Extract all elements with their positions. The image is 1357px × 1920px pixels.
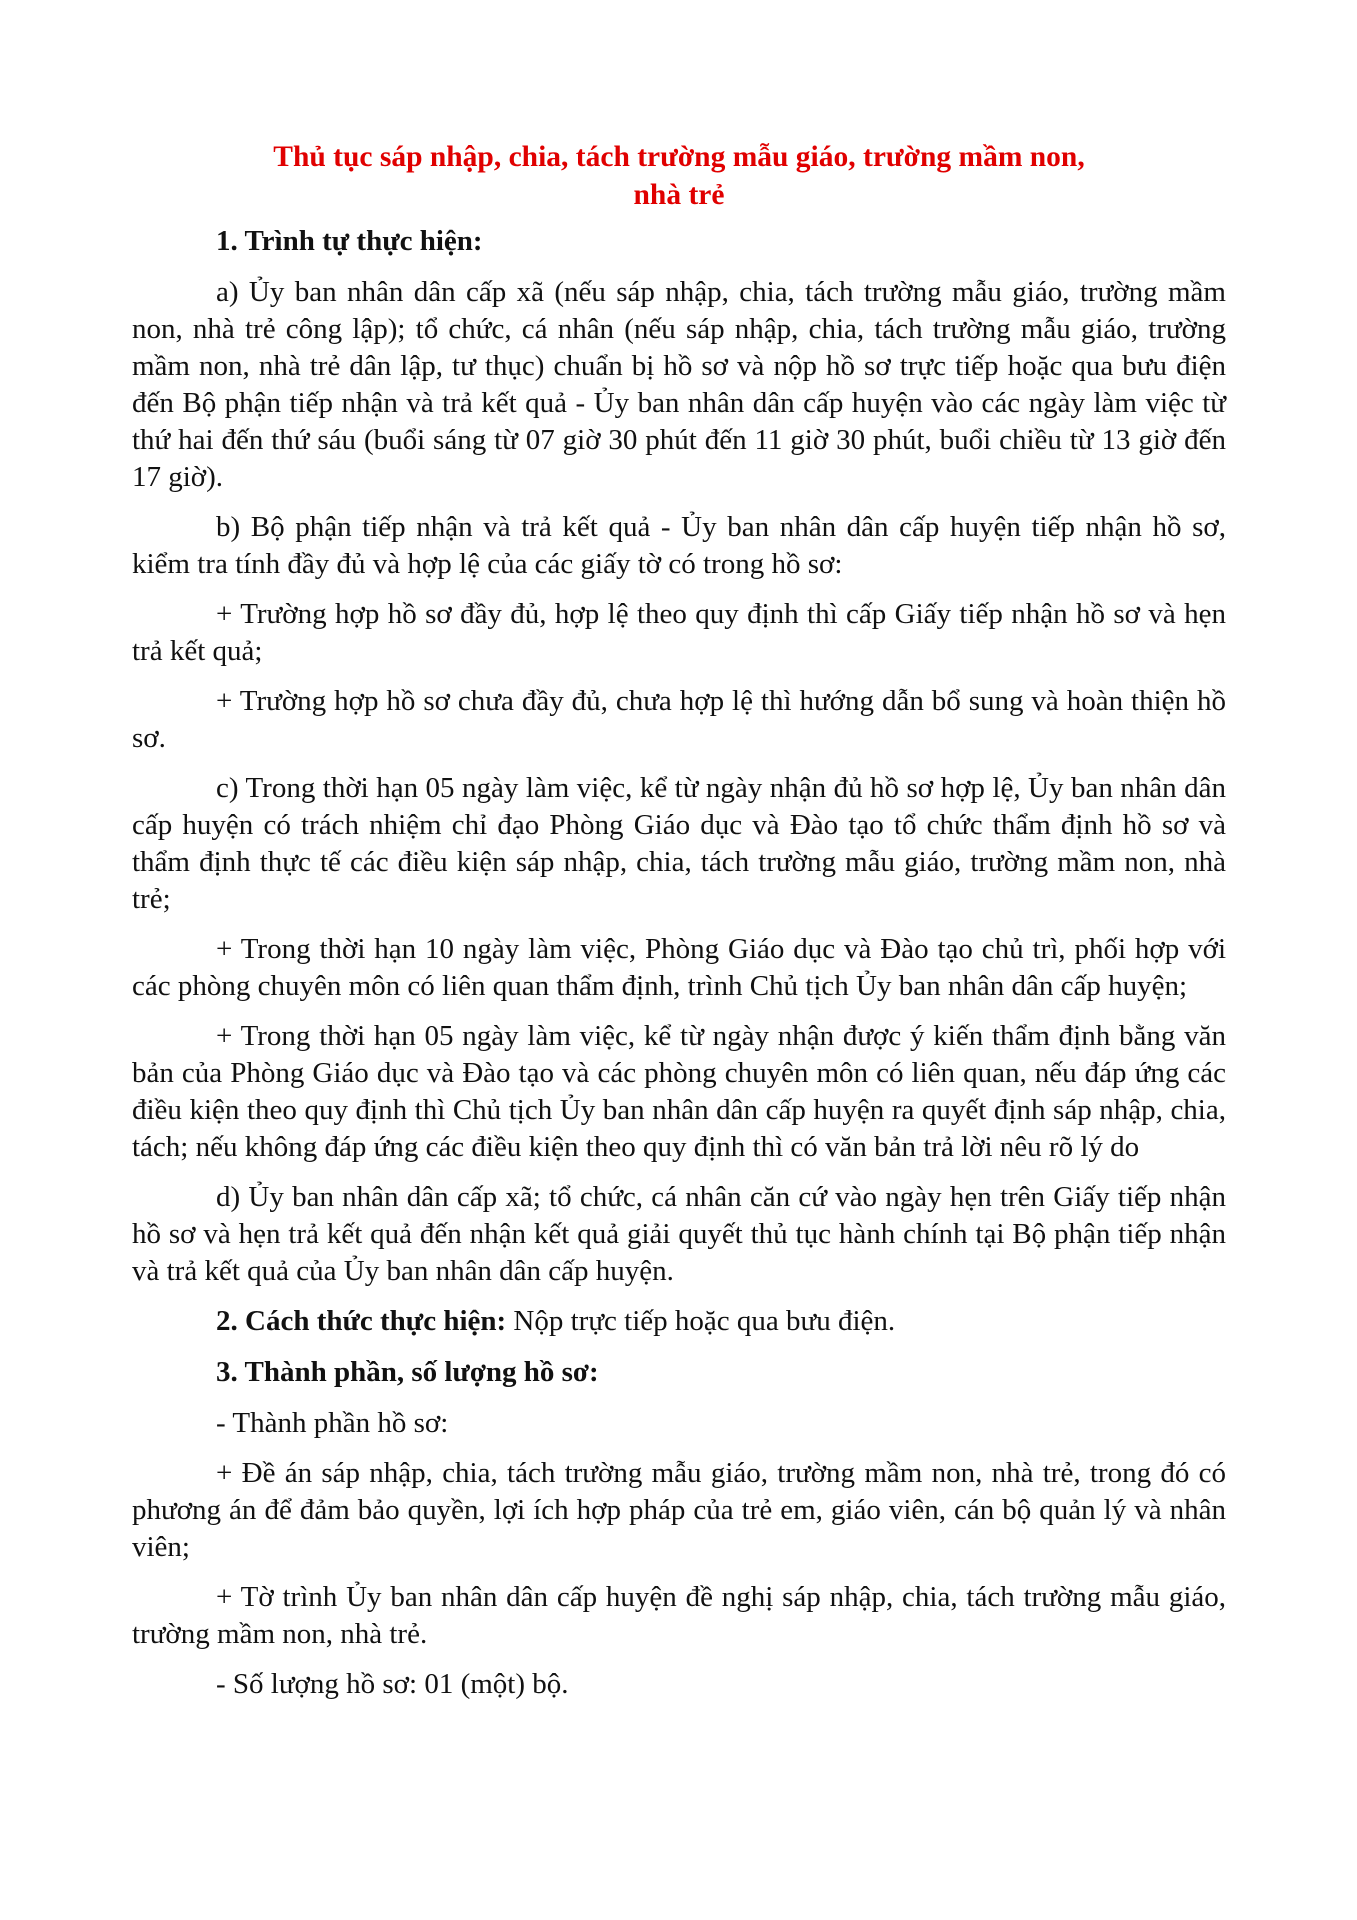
components-label: - Thành phần hồ sơ:	[216, 1407, 449, 1439]
title-line-1: Thủ tục sáp nhập, chia, tách trường mẫu giáo, trường mầm non,	[273, 141, 1085, 173]
component-item-1: + Đề án sáp nhập, chia, tách trường mẫu giáo, trường mầm non, nhà trẻ, trong đó có phương án để đảm bảo quyền, lợi ích hợp pháp của trẻ em, giáo viên, cán bộ quản lý và nhân viên;	[132, 1457, 1226, 1563]
paragraph-b: b) Bộ phận tiếp nhận và trả kết quả - Ủy ban nhân dân cấp huyện tiếp nhận hồ sơ, kiểm tra tính đầy đủ và hợp lệ của các giấy tờ có trong hồ sơ:	[132, 511, 1226, 580]
document-title	[132, 138, 1226, 214]
paragraph-b-item-1: + Trường hợp hồ sơ đầy đủ, hợp lệ theo quy định thì cấp Giấy tiếp nhận hồ sơ và hẹn trả kết quả;	[132, 598, 1226, 667]
document-page	[132, 138, 1226, 1716]
section-1-heading: 1. Trình tự thực hiện:	[216, 225, 483, 257]
paragraph-c-item-1: + Trong thời hạn 10 ngày làm việc, Phòng Giáo dục và Đào tạo chủ trì, phối hợp với các phòng chuyên môn có liên quan thẩm định, trình Chủ tịch Ủy ban nhân dân cấp huyện;	[132, 933, 1226, 1002]
section-3-heading: 3. Thành phần, số lượng hồ sơ:	[216, 1356, 599, 1388]
paragraph-d: d) Ủy ban nhân dân cấp xã; tổ chức, cá nhân căn cứ vào ngày hẹn trên Giấy tiếp nhận hồ sơ và hẹn trả kết quả đến nhận kết quả giải quyết thủ tục hành chính tại Bộ phận tiếp nhận và trả kết quả của Ủy ban nhân dân cấp huyện.	[132, 1181, 1226, 1287]
paragraph-c: c) Trong thời hạn 05 ngày làm việc, kể từ ngày nhận đủ hồ sơ hợp lệ, Ủy ban nhân dân cấp huyện có trách nhiệm chỉ đạo Phòng Giáo dục và Đào tạo tổ chức thẩm định hồ sơ và thẩm định thực tế các điều kiện sáp nhập, chia, tách trường mẫu giáo, trường mầm non, nhà trẻ;	[132, 772, 1226, 915]
paragraph-c-item-2: + Trong thời hạn 05 ngày làm việc, kể từ ngày nhận được ý kiến thẩm định bằng văn bản của Phòng Giáo dục và Đào tạo và các phòng chuyên môn có liên quan, nếu đáp ứng các điều kiện theo quy định thì Chủ tịch Ủy ban nhân dân cấp huyện ra quyết định sáp nhập, chia, tách; nếu không đáp ứng các điều kiện theo quy định thì có văn bản trả lời nêu rõ lý do	[132, 1020, 1226, 1163]
paragraph-b-item-2: + Trường hợp hồ sơ chưa đầy đủ, chưa hợp lệ thì hướng dẫn bổ sung và hoàn thiện hồ sơ.	[132, 685, 1226, 754]
section-2	[132, 1303, 1226, 1340]
title-line-2: nhà trẻ	[633, 179, 725, 211]
component-item-2: + Tờ trình Ủy ban nhân dân cấp huyện đề nghị sáp nhập, chia, tách trường mẫu giáo, trường mầm non, nhà trẻ.	[132, 1581, 1226, 1650]
section-2-heading: 2. Cách thức thực hiện:	[216, 1305, 507, 1337]
quantity-line: - Số lượng hồ sơ: 01 (một) bộ.	[216, 1668, 569, 1700]
section-2-text: Nộp trực tiếp hoặc qua bưu điện.	[506, 1305, 896, 1337]
paragraph-a: a) Ủy ban nhân dân cấp xã (nếu sáp nhập, chia, tách trường mẫu giáo, trường mầm non, nhà trẻ công lập); tổ chức, cá nhân (nếu sáp nhập, chia, tách trường mẫu giáo, trường mầm non, nhà trẻ dân lập, tư thục) chuẩn bị hồ sơ và nộp hồ sơ trực tiếp hoặc qua bưu điện đến Bộ phận tiếp nhận và trả kết quả - Ủy ban nhân dân cấp huyện vào các ngày làm việc từ thứ hai đến thứ sáu (buổi sáng từ 07 giờ 30 phút đến 11 giờ 30 phút, buổi chiều từ 13 giờ đến 17 giờ).	[132, 276, 1226, 493]
